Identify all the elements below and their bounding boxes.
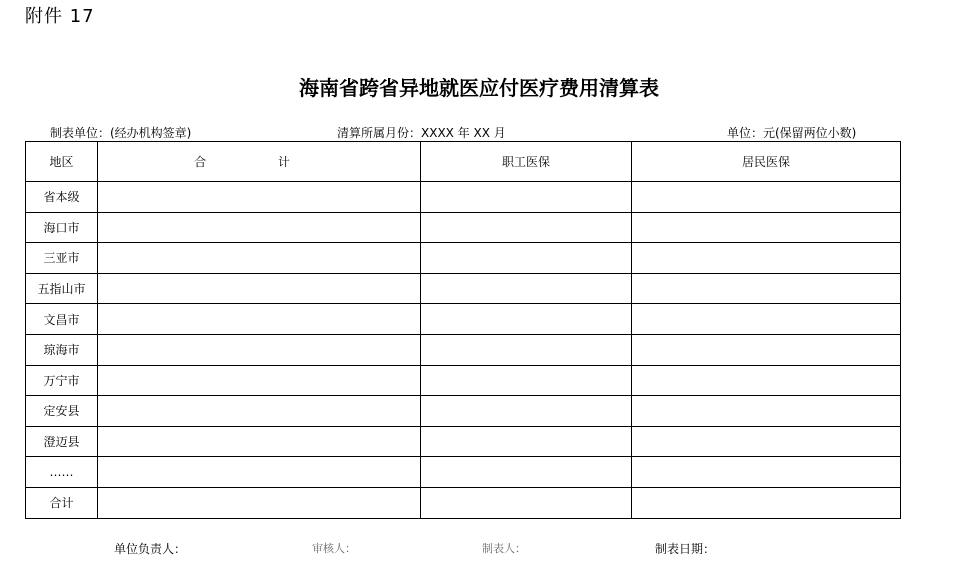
value-cell[interactable] bbox=[632, 243, 901, 274]
value-cell[interactable] bbox=[421, 304, 632, 335]
value-cell[interactable] bbox=[421, 426, 632, 457]
meta-period: 清算所属月份：XXXX 年 XX 月 bbox=[337, 126, 506, 140]
value-cell[interactable] bbox=[421, 212, 632, 243]
value-cell[interactable] bbox=[632, 182, 901, 213]
value-cell[interactable] bbox=[421, 396, 632, 427]
footer-reviewer: 审核人： bbox=[312, 542, 356, 555]
region-cell: 三亚市 bbox=[26, 243, 98, 274]
value-cell[interactable] bbox=[632, 334, 901, 365]
footer-responsible: 单位负责人： bbox=[114, 542, 187, 556]
value-cell[interactable] bbox=[421, 487, 632, 518]
header-total: 合 计 bbox=[98, 142, 421, 182]
page-title: 海南省跨省异地就医应付医疗费用清算表 bbox=[299, 76, 659, 100]
value-cell[interactable] bbox=[421, 243, 632, 274]
table-body bbox=[26, 182, 901, 519]
value-cell[interactable] bbox=[632, 457, 901, 488]
value-cell[interactable] bbox=[632, 396, 901, 427]
region-cell: 万宁市 bbox=[26, 365, 98, 396]
table-row bbox=[26, 334, 901, 365]
region-cell: 五指山市 bbox=[26, 273, 98, 304]
value-cell[interactable] bbox=[98, 487, 421, 518]
value-cell[interactable] bbox=[632, 487, 901, 518]
header-resident-insurance: 居民医保 bbox=[632, 142, 901, 182]
table-row bbox=[26, 457, 901, 488]
table-row bbox=[26, 212, 901, 243]
value-cell[interactable] bbox=[421, 182, 632, 213]
region-cell: 定安县 bbox=[26, 396, 98, 427]
table-row bbox=[26, 396, 901, 427]
table-row bbox=[26, 243, 901, 274]
value-cell[interactable] bbox=[632, 426, 901, 457]
value-cell[interactable] bbox=[98, 304, 421, 335]
value-cell[interactable] bbox=[98, 182, 421, 213]
value-cell[interactable] bbox=[98, 396, 421, 427]
header-region: 地区 bbox=[26, 142, 98, 182]
table-row bbox=[26, 426, 901, 457]
value-cell[interactable] bbox=[632, 304, 901, 335]
value-cell[interactable] bbox=[632, 212, 901, 243]
region-cell: 合计 bbox=[26, 487, 98, 518]
region-cell: 海口市 bbox=[26, 212, 98, 243]
value-cell[interactable] bbox=[98, 334, 421, 365]
value-cell[interactable] bbox=[632, 365, 901, 396]
value-cell[interactable] bbox=[421, 457, 632, 488]
value-cell[interactable] bbox=[98, 365, 421, 396]
table-row bbox=[26, 365, 901, 396]
value-cell[interactable] bbox=[421, 334, 632, 365]
table-row bbox=[26, 182, 901, 213]
value-cell[interactable] bbox=[421, 273, 632, 304]
meta-unit: 制表单位：(经办机构签章) bbox=[50, 126, 192, 140]
footer-preparer: 制表人： bbox=[482, 542, 526, 555]
footer-date: 制表日期： bbox=[655, 542, 716, 556]
meta-currency: 单位：元(保留两位小数) bbox=[727, 126, 857, 140]
attachment-label: 附件 17 bbox=[25, 6, 95, 27]
region-cell: 琼海市 bbox=[26, 334, 98, 365]
value-cell[interactable] bbox=[98, 212, 421, 243]
value-cell[interactable] bbox=[421, 365, 632, 396]
region-cell: …… bbox=[26, 457, 98, 488]
value-cell[interactable] bbox=[98, 457, 421, 488]
region-cell: 省本级 bbox=[26, 182, 98, 213]
region-cell: 澄迈县 bbox=[26, 426, 98, 457]
value-cell[interactable] bbox=[98, 243, 421, 274]
table-header-row bbox=[26, 142, 901, 182]
header-employee-insurance: 职工医保 bbox=[421, 142, 632, 182]
region-cell: 文昌市 bbox=[26, 304, 98, 335]
table-row bbox=[26, 273, 901, 304]
value-cell[interactable] bbox=[632, 273, 901, 304]
table-row bbox=[26, 487, 901, 518]
table-row bbox=[26, 304, 901, 335]
value-cell[interactable] bbox=[98, 273, 421, 304]
value-cell[interactable] bbox=[98, 426, 421, 457]
settlement-table bbox=[25, 141, 901, 519]
